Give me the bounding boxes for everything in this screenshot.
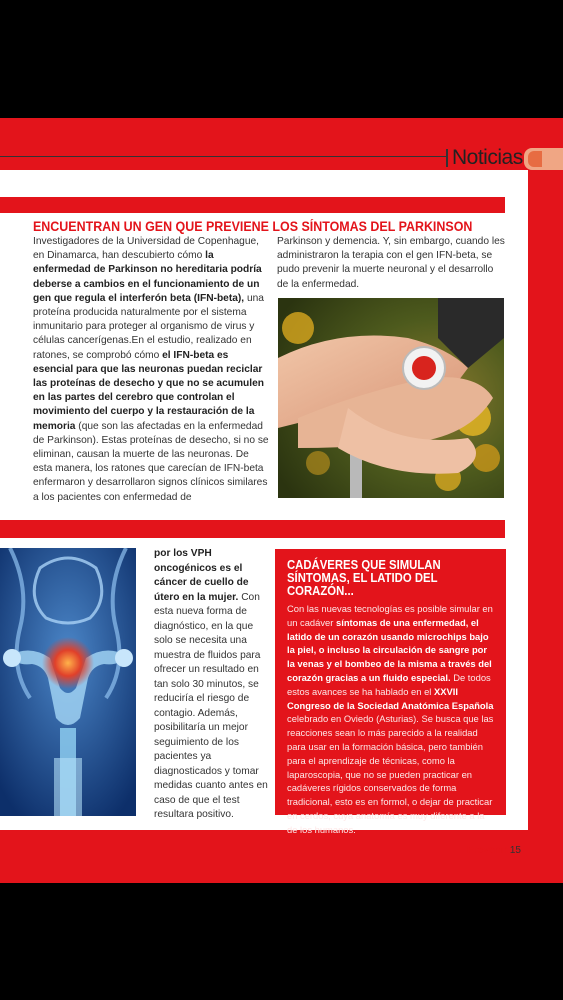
section-tab-icon bbox=[524, 148, 563, 170]
text-run: Con esta nueva forma de diagnóstico, en la que solo se necesita una muestra de fluidos para ofrecer un resultado en tan solo 30 minutos, se reduciría el riesgo de contagio. Además, posibilitaría un mejor seguimiento de los pacientes ya diagnosticados y tomar medidas cuanto antes en caso de que el test resultara positivo. bbox=[154, 591, 268, 820]
article-divider-top bbox=[0, 197, 505, 213]
text-run: XXVII Congreso de la Sociedad Anatómica Española bbox=[287, 685, 494, 711]
page-footer bbox=[467, 845, 521, 856]
page-number: 15 bbox=[509, 845, 521, 856]
header-separator bbox=[446, 149, 448, 167]
article-headline: ENCUENTRAN UN GEN QUE PREVIENE LOS SÍNTOMAS DEL PARKINSON bbox=[33, 219, 473, 234]
text-run: De todos estos avances se ha hablado en el bbox=[287, 671, 491, 697]
text-run: el IFN-beta es esencial para que las neuronas puedan reciclar las proteínas de desecho y que no se acumulen en las partes del cerebro que controlan el movimiento del cuerpo y la restauración de la memoria bbox=[33, 349, 264, 432]
section-title: Noticias bbox=[452, 146, 523, 169]
article2-column bbox=[154, 547, 274, 823]
box-title: CADÁVERES QUE SIMULAN SÍNTOMAS, EL LATIDO DEL CORAZÓN... bbox=[287, 558, 441, 598]
article1-paragraph-2: Parkinson y demencia. Y, sin embargo, cuando les administraron la terapia con el gen IFN-beta, se pudo prevenir la muerte neuronal y el desarrollo de la enfermedad. bbox=[277, 236, 505, 290]
magazine-name: Prevenir bbox=[467, 845, 508, 856]
article1-column-2 bbox=[277, 235, 507, 292]
text-run: síntomas de una enfermedad, el latido de un corazón usando microchips bajo la piel, o incluso la circulación de sangre por la venas y el bombeo de la misma a través del corazón gracias a un fluido especial. bbox=[287, 616, 492, 683]
hands-photo bbox=[278, 298, 504, 498]
text-run: celebrado en Oviedo (Asturias). Se busca que las reacciones sean lo más parecido a la realidad para usar en la formación básica, pero también para el aprendizaje de técnicas, como la laparoscopia, que no se pueden practicar en cadáveres rígidos conservados de forma tradicional, esto es en formol, o dejar de practicar en cerdos, cuya anatomía es muy diferente a la de los humanos. bbox=[287, 713, 494, 835]
text-run: la enfermedad de Parkinson no hereditaria podría deberse a cambios en el funcionamiento de un gen que regula el interferón beta (IFN-beta), bbox=[33, 250, 262, 304]
text-run: por los VPH oncogénicos es el cáncer de cuello de útero en la mujer. bbox=[154, 548, 249, 603]
article-divider-bottom bbox=[0, 520, 505, 538]
highlight-box bbox=[275, 549, 506, 835]
article2-paragraph bbox=[154, 547, 274, 823]
text-run: una proteína producida naturalmente por el sistema inmunitario para proteger al organismo de virus y células cancerígenas.En el estudio, realizado en ratones, se comprobó cómo bbox=[33, 292, 264, 361]
article1-column-1 bbox=[33, 235, 269, 505]
text-run: Investigadores de la Universidad de Copenhague, en Dinamarca, han descubierto cómo bbox=[33, 236, 259, 262]
header-rule bbox=[0, 156, 448, 157]
article1-paragraph bbox=[33, 235, 269, 505]
box-body bbox=[287, 602, 495, 837]
text-run: Con las nuevas tecnologías es posible simular en un cadáver bbox=[287, 603, 493, 628]
uterus-illustration bbox=[0, 548, 136, 816]
text-run: (que son las afectadas en la enfermedad de Parkinson). Estas proteínas de desecho, si no se eliminan, causan la muerte de las neuronas. De esta manera, los ratones que carecían de IFN-beta enfermaron y desarrollaron signos clínicos similares a los pacientes con enfermedad de bbox=[33, 420, 269, 503]
